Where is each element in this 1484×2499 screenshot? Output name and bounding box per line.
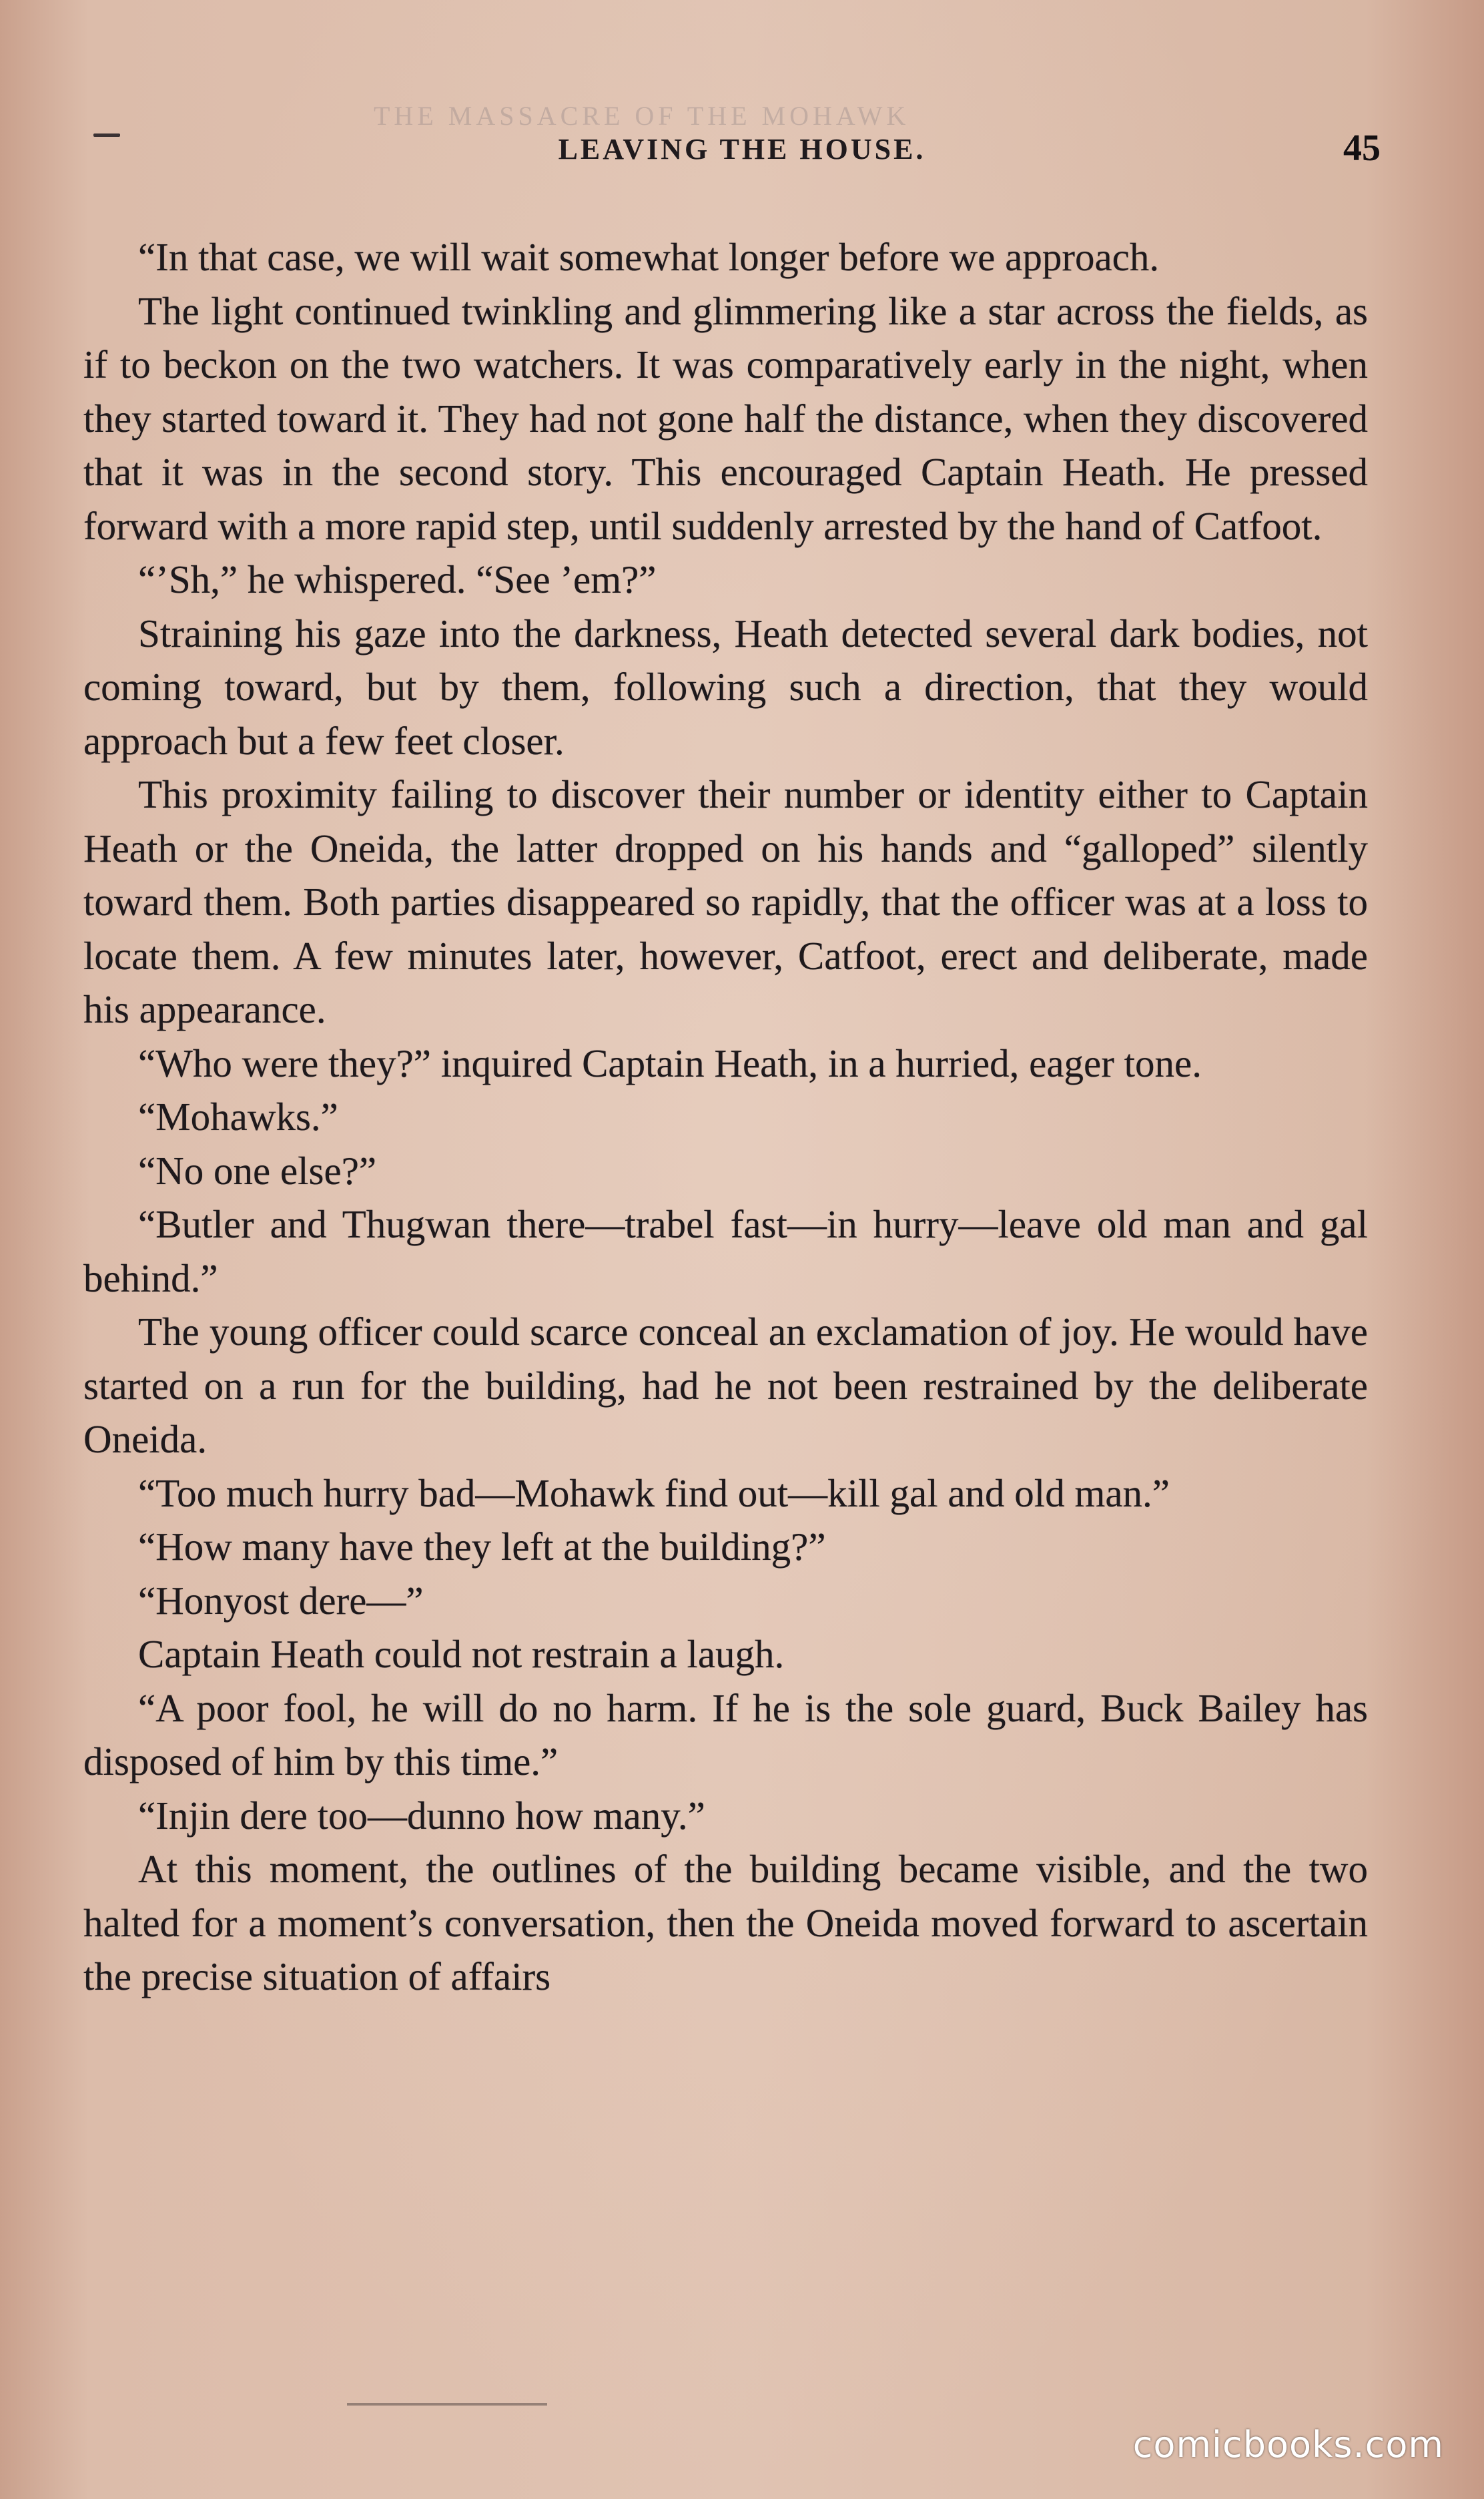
paragraph: “Too much hurry bad—Mohawk find out—kill gal and old man.”: [138, 1470, 1170, 1515]
paragraph: “Who were they?” inquired Captain Heath, in a hurried, eager tone.: [138, 1041, 1202, 1085]
paragraph: At this moment, the outlines of the building became visible, and the two halted for a moment’s conversation, then the Oneida moved forward to ascertain the precise situation of affairs: [83, 1847, 1368, 1998]
paragraph: “’Sh,” he whispered. “See ’em?”: [138, 557, 657, 601]
paragraph: The light continued twinkling and glimmering like a star across the fields, as if to beckon on the two watchers. It was comparatively early in the night, when they started toward it. They had not gone half the distance, when they discovered that it was in the second story. This encouraged Captain Heath. He pressed forward with a more rapid step, until suddenly arrested by the hand of Catfoot.: [83, 288, 1368, 548]
paragraph: “In that case, we will wait somewhat longer before we approach.: [138, 235, 1160, 279]
paragraph: “No one else?”: [138, 1148, 377, 1193]
paragraph: “A poor fool, he will do no harm. If he is the sole guard, Buck Bailey has disposed of him by this time.”: [83, 1685, 1368, 1783]
paragraph: “Injin dere too—dunno how many.”: [138, 1793, 705, 1838]
paragraph: Straining his gaze into the darkness, Heath detected several dark bodies, not coming toward, but by them, following such a direction, that they would approach but a few feet closer.: [83, 611, 1368, 763]
page-number: 45: [1343, 127, 1381, 169]
paragraph: “Honyost dere—”: [138, 1578, 424, 1623]
paragraph: This proximity failing to discover their number or identity either to Captain Heath or the Oneida, the latter dropped on his hands and “galloped” silently toward them. Both parties disappeared so rapidly, that the officer was at a loss to locate them. A few minutes later, however, Catfoot, erect and deliberate, made his appearance.: [83, 772, 1368, 1031]
footer-rule: [347, 2403, 547, 2406]
page-header: [0, 127, 1484, 180]
body-text: [83, 230, 1368, 2004]
watermark: comicbooks.com: [1132, 2424, 1444, 2466]
paragraph: “Butler and Thugwan there—trabel fast—in hurry—leave old man and gal behind.”: [83, 1202, 1368, 1300]
paragraph: The young officer could scarce conceal an exclamation of joy. He would have started on a run for the building, had he not been restrained by the deliberate Oneida.: [83, 1310, 1368, 1461]
running-head: LEAVING THE HOUSE.: [558, 133, 926, 166]
paragraph: “Mohawks.”: [138, 1095, 338, 1139]
paragraph: Captain Heath could not restrain a laugh.: [138, 1632, 785, 1676]
bleed-through-text: THE MASSACRE OF THE MOHAWK: [374, 101, 910, 131]
paragraph: “How many have they left at the building?”: [138, 1524, 826, 1569]
